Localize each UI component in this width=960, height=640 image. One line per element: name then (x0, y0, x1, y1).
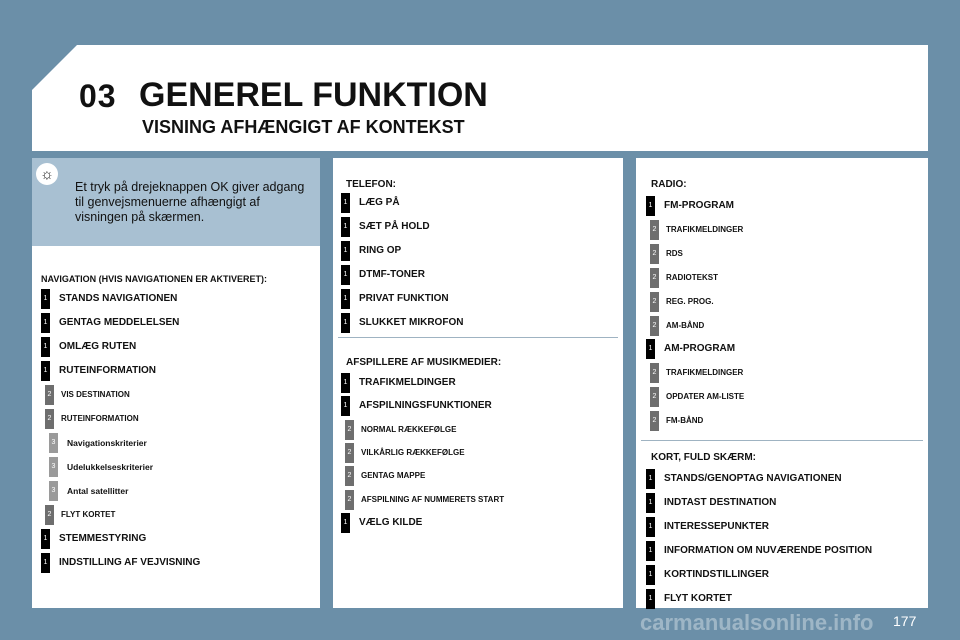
menu-item-label: STEMMESTYRING (59, 533, 147, 544)
menu-item-label: STANDS/GENOPTAG NAVIGATIONEN (664, 473, 842, 484)
level-badge: 2 (650, 316, 659, 336)
level-badge: 1 (646, 565, 655, 585)
menu-item-label: INDSTILLING AF VEJVISNING (59, 557, 201, 568)
level-badge: 3 (49, 433, 58, 453)
menu-item-label: VÆLG KILDE (359, 516, 423, 528)
menu-item-label: DTMF-TONER (359, 269, 425, 280)
menu-item-label: SÆT PÅ HOLD (359, 221, 430, 232)
menu-item-label: REG. PROG. (666, 296, 714, 306)
menu-item-label: RUTEINFORMATION (61, 414, 139, 423)
level-badge: 1 (341, 289, 350, 309)
navigation-heading: NAVIGATION (HVIS NAVIGATIONEN ER AKTIVERET): (41, 274, 268, 284)
menu-item-label: RUTEINFORMATION (59, 365, 157, 376)
level-badge: 2 (650, 411, 659, 431)
level-badge: 2 (650, 268, 659, 288)
kort-heading: KORT, FULD SKÆRM: (651, 452, 756, 463)
menu-item-label: Antal satellitter (67, 486, 129, 496)
level-badge: 2 (650, 387, 659, 407)
menu-item-label: AM-PROGRAM (664, 343, 736, 355)
level-badge: 2 (650, 292, 659, 312)
menu-item-label: Udelukkelseskriterier (67, 462, 153, 472)
level-badge: 1 (41, 337, 50, 357)
chapter-number: 03 (79, 78, 117, 114)
menu-item-label: GENTAG MEDDELELSEN (59, 317, 180, 328)
level-badge: 2 (345, 490, 354, 510)
menu-item-label: FM-BÅND (666, 416, 704, 426)
menu-item-label: SLUKKET MIKROFON (359, 317, 464, 328)
menu-item-label: VIS DESTINATION (61, 390, 130, 399)
menu-item-label: GENTAG MAPPE (361, 471, 426, 481)
page-title: GENEREL FUNKTION (139, 76, 488, 114)
menu-item-label: VILKÅRLIG RÆKKEFØLGE (361, 447, 465, 457)
level-badge: 1 (646, 589, 655, 609)
menu-item-label: OPDATER AM-LISTE (666, 392, 745, 402)
level-badge: 1 (646, 196, 655, 216)
menu-item-label: AFSPILNINGSFUNKTIONER (359, 400, 492, 412)
menu-item-label: RDS (666, 248, 683, 258)
menu-item-label: TRAFIKMELDINGER (666, 368, 744, 378)
level-badge: 2 (650, 363, 659, 383)
menu-item-label: INFORMATION OM NUVÆRENDE POSITION (664, 544, 873, 556)
menu-item-label: Navigationskriterier (67, 438, 147, 448)
menu-item-label: KORTINDSTILLINGER (664, 568, 769, 580)
menu-item-label: LÆG PÅ (359, 197, 400, 208)
menu-item-label: INDTAST DESTINATION (664, 496, 777, 508)
watermark: carmanualsonline.info (640, 610, 874, 635)
level-badge: 1 (341, 313, 350, 333)
level-badge: 2 (45, 409, 54, 429)
menu-item-label: TRAFIKMELDINGER (666, 224, 744, 234)
level-badge: 1 (41, 361, 50, 381)
page-subtitle: VISNING AFHÆNGIGT AF KONTEKST (142, 117, 465, 137)
right-divider (641, 440, 923, 441)
level-badge: 2 (650, 244, 659, 264)
radio-heading: RADIO: (651, 179, 687, 190)
middle-divider (338, 337, 618, 338)
level-badge: 2 (345, 420, 354, 440)
menu-item-label: FLYT KORTET (664, 592, 732, 604)
menu-item-label: AFSPILNING AF NUMMERETS START (361, 494, 505, 504)
level-badge: 2 (45, 505, 54, 525)
menu-item-label: PRIVAT FUNKTION (359, 293, 449, 304)
level-badge: 1 (341, 193, 350, 213)
level-badge: 1 (41, 553, 50, 573)
level-badge: 2 (345, 466, 354, 486)
level-badge: 2 (650, 220, 659, 240)
level-badge: 1 (646, 517, 655, 537)
telefon-heading: TELEFON: (346, 179, 396, 190)
info-sun-icon: ☼ (36, 163, 58, 185)
level-badge: 1 (646, 541, 655, 561)
level-badge: 1 (341, 513, 350, 533)
level-badge: 2 (345, 443, 354, 463)
level-badge: 1 (341, 265, 350, 285)
level-badge: 1 (646, 339, 655, 359)
level-badge: 1 (341, 396, 350, 416)
menu-item-label: INTERESSEPUNKTER (664, 520, 770, 532)
level-badge: 1 (341, 217, 350, 237)
level-badge: 1 (646, 493, 655, 513)
level-badge: 1 (646, 469, 655, 489)
afspillere-heading: AFSPILLERE AF MUSIKMEDIER: (346, 357, 502, 368)
level-badge: 2 (45, 385, 54, 405)
menu-item-label: RING OP (359, 245, 402, 256)
menu-item-label: STANDS NAVIGATIONEN (59, 293, 178, 304)
level-badge: 1 (41, 313, 50, 333)
page-number: 177 (893, 613, 917, 629)
level-badge: 1 (41, 289, 50, 309)
menu-item-label: NORMAL RÆKKEFØLGE (361, 424, 457, 434)
menu-item-label: FM-PROGRAM (664, 200, 734, 211)
level-badge: 1 (341, 241, 350, 261)
menu-item-label: FLYT KORTET (61, 510, 116, 519)
menu-item-label: RADIOTEKST (666, 272, 718, 282)
level-badge: 1 (341, 373, 350, 393)
menu-item-label: TRAFIKMELDINGER (359, 377, 456, 388)
menu-item-label: OMLÆG RUTEN (59, 341, 137, 352)
level-badge: 1 (41, 529, 50, 549)
level-badge: 3 (49, 481, 58, 501)
menu-item-label: AM-BÅND (666, 320, 705, 330)
info-text: Et tryk på drejeknappen OK giver adgang til genvejsmenuerne afhængigt af visningen på skærmen. (75, 180, 305, 224)
level-badge: 3 (49, 457, 58, 477)
